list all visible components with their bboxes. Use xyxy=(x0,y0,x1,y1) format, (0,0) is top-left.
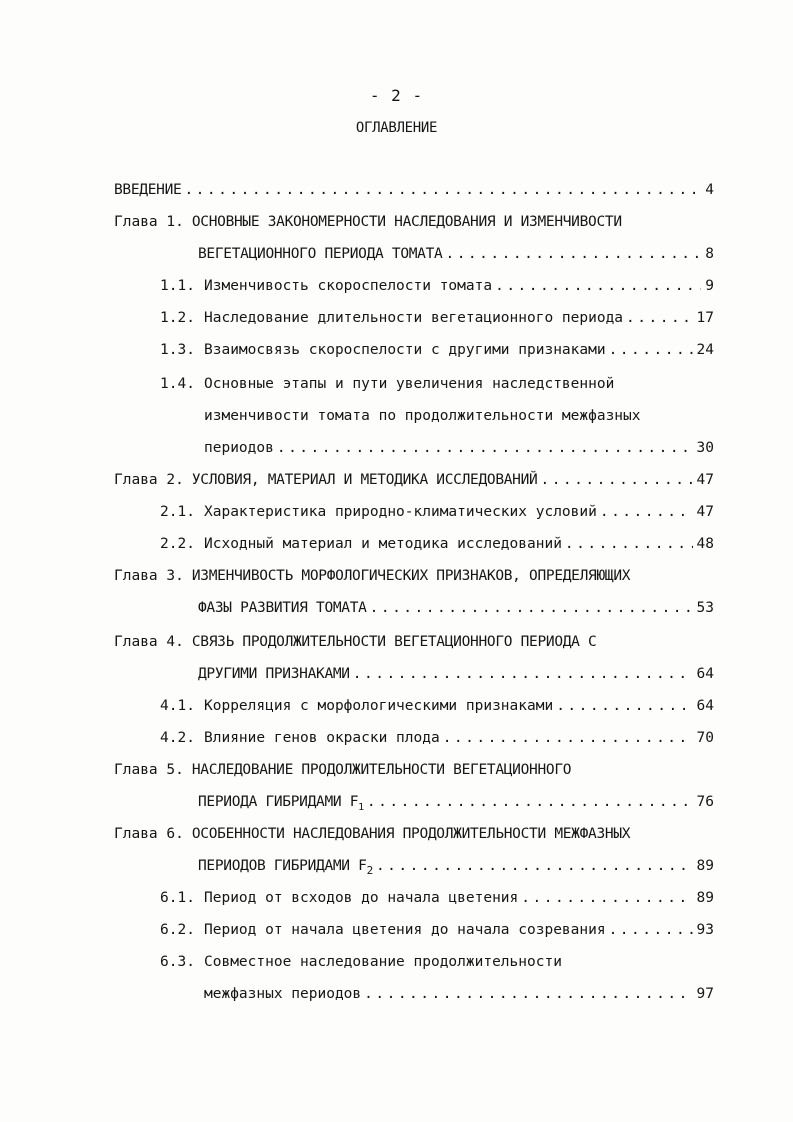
toc-entry-page: 89 xyxy=(696,890,714,906)
section-title: Период от всходов до начала цветения xyxy=(204,890,519,906)
toc-section-6-3-line2[interactable] xyxy=(204,982,714,1006)
dot-leader xyxy=(556,694,692,718)
dot-leader xyxy=(277,436,693,460)
toc-section-1-4-line3[interactable] xyxy=(204,436,714,460)
section-number: 6.1. xyxy=(160,890,195,906)
chapter-title: ИЗМЕНЧИВОСТЬ МОРФОЛОГИЧЕСКИХ ПРИЗНАКОВ, ОПРЕДЕЛЯЮЩИХ xyxy=(191,568,631,584)
toc-section-2-2[interactable] xyxy=(160,532,714,556)
toc-section-4-2[interactable] xyxy=(160,726,714,750)
dot-leader xyxy=(184,178,701,202)
chapter-label: Глава 1. xyxy=(114,214,184,230)
chapter-title-cont: ВЕГЕТАЦИОННОГО ПЕРИОДА ТОМАТА xyxy=(198,246,443,262)
toc-section-1-1[interactable] xyxy=(160,274,714,298)
chapter-title: УСЛОВИЯ, МАТЕРИАЛ И МЕТОДИКА ИССЛЕДОВАНИЙ xyxy=(191,472,538,488)
chapter-title: ОСОБЕННОСТИ НАСЛЕДОВАНИЯ ПРОДОЛЖИТЕЛЬНОСТИ МЕЖФАЗНЫХ xyxy=(191,826,631,842)
toc-chapter-4-line1[interactable] xyxy=(114,630,714,654)
section-title-cont: изменчивости томата по продолжительности межфазных xyxy=(204,408,641,424)
chapter-title-cont: ДРУГИМИ ПРИЗНАКАМИ xyxy=(198,666,350,682)
toc-entry-page: 17 xyxy=(696,310,714,326)
toc-chapter-3-line2[interactable] xyxy=(198,596,714,620)
toc-entry-page: 4 xyxy=(705,182,714,198)
dot-leader xyxy=(353,662,693,686)
dot-leader xyxy=(609,338,693,362)
chapter-label: Глава 5. xyxy=(114,762,184,778)
section-title: Период от начала цветения до начала созревания xyxy=(204,922,606,938)
toc-title: ОГЛАВЛЕНИЕ xyxy=(355,120,438,136)
toc-chapter-6-line2[interactable] xyxy=(198,854,714,878)
toc-entry-page: 97 xyxy=(696,986,714,1002)
dot-leader xyxy=(609,918,693,942)
chapter-label: Глава 3. xyxy=(114,568,184,584)
toc-chapter-4-line2[interactable] xyxy=(198,662,714,686)
page-number: - 2 - xyxy=(369,86,424,105)
toc-entry-intro[interactable] xyxy=(114,178,714,202)
section-title: Взаимосвязь скороспелости с другими признаками xyxy=(204,342,606,358)
section-number: 6.3. xyxy=(160,954,195,970)
toc-chapter-3-line1[interactable] xyxy=(114,564,714,588)
toc-entry-page: 8 xyxy=(705,246,714,262)
chapter-title-cont xyxy=(198,854,373,883)
section-title-cont: периодов xyxy=(204,440,274,456)
toc-entry-page: 47 xyxy=(696,472,714,488)
toc-chapter-6-line1[interactable] xyxy=(114,822,714,846)
toc-entry-page: 89 xyxy=(696,858,714,874)
section-title: Корреляция с морфологическими признаками xyxy=(204,698,554,714)
toc-section-1-4-line1[interactable] xyxy=(160,372,714,396)
toc-section-1-4-line2[interactable] xyxy=(204,404,714,428)
dot-leader xyxy=(370,596,693,620)
chapter-label: Глава 2. xyxy=(114,472,184,488)
section-number: 1.1. xyxy=(160,278,195,294)
dot-leader xyxy=(495,274,701,298)
toc-chapter-1-line2[interactable] xyxy=(198,242,714,266)
section-number: 6.2. xyxy=(160,922,195,938)
toc-chapter-5-line2[interactable] xyxy=(198,790,714,814)
section-title: Изменчивость скороспелости томата xyxy=(204,278,493,294)
toc-entry-page: 93 xyxy=(696,922,714,938)
chapter-title: НАСЛЕДОВАНИЕ ПРОДОЛЖИТЕЛЬНОСТИ ВЕГЕТАЦИОННОГО xyxy=(191,762,572,778)
toc-section-6-1[interactable] xyxy=(160,886,714,910)
subscript: 1 xyxy=(358,801,364,813)
toc-entry-page: 64 xyxy=(696,666,714,682)
dot-leader xyxy=(367,790,693,814)
dot-leader xyxy=(565,532,693,556)
toc-entry-page: 70 xyxy=(696,730,714,746)
toc-entry-page: 53 xyxy=(696,600,714,616)
dot-leader xyxy=(521,886,692,910)
toc-chapter-1-line1[interactable] xyxy=(114,210,714,234)
toc-entry-page: 47 xyxy=(696,504,714,520)
section-title: Наследование длительности вегетационного периода xyxy=(204,310,624,326)
section-number: 4.1. xyxy=(160,698,195,714)
section-title: Основные этапы и пути увеличения наследственной xyxy=(204,376,615,392)
dot-leader xyxy=(540,468,692,492)
toc-section-4-1[interactable] xyxy=(160,694,714,718)
section-title: Влияние генов окраски плода xyxy=(204,730,440,746)
section-title: Характеристика природно-климатических условий xyxy=(204,504,597,520)
chapter-label: Глава 6. xyxy=(114,826,184,842)
toc-entry-page: 48 xyxy=(696,536,714,552)
toc-entry-page: 9 xyxy=(705,278,714,294)
toc-section-6-2[interactable] xyxy=(160,918,714,942)
toc-chapter-5-line1[interactable] xyxy=(114,758,714,782)
toc-entry-page: 30 xyxy=(696,440,714,456)
toc-section-1-2[interactable] xyxy=(160,306,714,330)
section-number: 4.2. xyxy=(160,730,195,746)
toc-section-2-1[interactable] xyxy=(160,500,714,524)
dot-leader xyxy=(445,242,701,266)
section-number: 2.2. xyxy=(160,536,195,552)
section-title: Совместное наследование продолжительности xyxy=(204,954,562,970)
toc-entry-page: 24 xyxy=(696,342,714,358)
dot-leader xyxy=(626,306,693,330)
toc-chapter-2[interactable] xyxy=(114,468,714,492)
chapter-title-cont xyxy=(198,790,364,820)
toc-entry-title: ВВЕДЕНИЕ xyxy=(114,182,182,198)
toc-entry-page: 76 xyxy=(696,794,714,810)
dot-leader xyxy=(600,500,693,524)
section-title-cont: межфазных периодов xyxy=(204,986,362,1002)
chapter-title-text: ПЕРИОДА ГИБРИДАМИ F xyxy=(198,794,359,810)
toc-entry-page: 64 xyxy=(696,698,714,714)
toc-section-6-3-line1[interactable] xyxy=(160,950,714,974)
dot-leader xyxy=(443,726,693,750)
chapter-label: Глава 4. xyxy=(114,634,184,650)
section-number: 2.1. xyxy=(160,504,195,520)
section-number: 1.3. xyxy=(160,342,195,358)
chapter-title: СВЯЗЬ ПРОДОЛЖИТЕЛЬНОСТИ ВЕГЕТАЦИОННОГО ПЕРИОДА С xyxy=(191,634,597,650)
toc-section-1-3[interactable] xyxy=(160,338,714,362)
chapter-title: ОСНОВНЫЕ ЗАКОНОМЕРНОСТИ НАСЛЕДОВАНИЯ И ИЗМЕНЧИВОСТИ xyxy=(191,214,622,230)
subscript: 2 xyxy=(366,863,373,877)
section-number: 1.2. xyxy=(160,310,195,326)
chapter-title-cont: ФАЗЫ РАЗВИТИЯ ТОМАТА xyxy=(198,600,367,616)
section-number: 1.4. xyxy=(160,376,195,392)
section-title: Исходный материал и методика исследований xyxy=(204,536,562,552)
chapter-title-text: ПЕРИОДОВ ГИБРИДАМИ F xyxy=(198,858,367,874)
dot-leader xyxy=(376,854,693,878)
dot-leader xyxy=(364,982,692,1006)
